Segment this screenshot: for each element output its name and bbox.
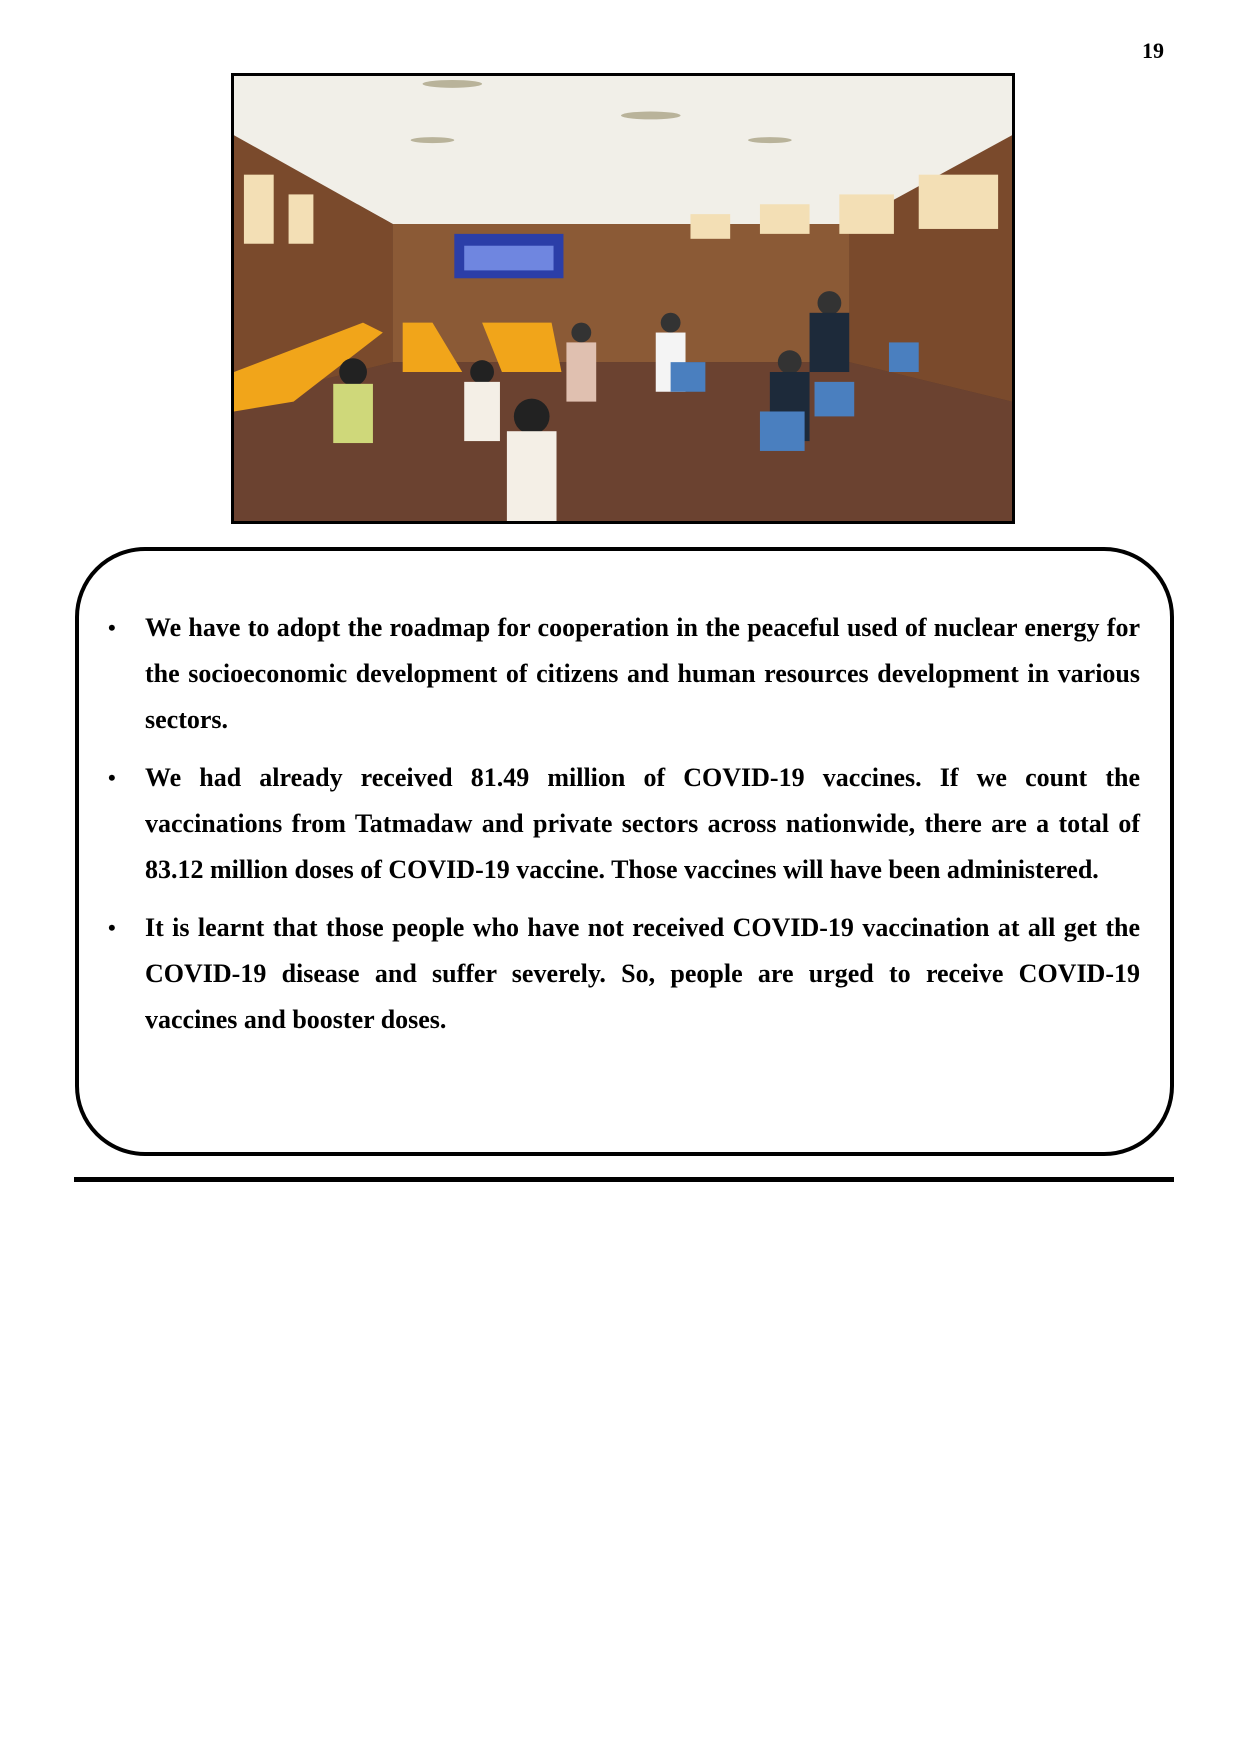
person-body <box>333 384 373 443</box>
page-number: 19 <box>1142 38 1164 63</box>
photo-illustration <box>234 76 1012 521</box>
ceiling-fan <box>411 137 455 143</box>
bullet-dot-icon: • <box>108 915 116 940</box>
ceiling-fan <box>748 137 792 143</box>
person-head <box>514 399 550 435</box>
window <box>289 194 314 243</box>
chair <box>760 411 805 450</box>
window <box>690 214 730 239</box>
person-head <box>470 360 494 384</box>
horizontal-rule <box>74 1177 1174 1182</box>
window <box>839 194 894 233</box>
bullet-list <box>108 605 1140 1055</box>
bullet-item <box>108 755 1140 893</box>
person-body <box>566 342 596 401</box>
ceiling-fan <box>423 80 483 88</box>
person-head <box>339 358 367 386</box>
person-head <box>661 313 681 333</box>
conference-hall-photo <box>231 73 1015 524</box>
person-body <box>507 431 557 521</box>
chair <box>815 382 855 417</box>
ceiling-fan <box>621 112 681 120</box>
bullet-text: We have to adopt the roadmap for cooperation in the peaceful used of nuclear energy for the socioeconomic development of citizens and human resources development in various sectors. <box>145 613 1140 734</box>
bullet-dot-icon: • <box>108 765 116 790</box>
person-head <box>778 350 802 374</box>
person-body <box>464 382 500 441</box>
screen-content <box>464 246 553 271</box>
person-body <box>810 313 850 372</box>
window <box>919 175 998 229</box>
bullet-text: It is learnt that those people who have not received COVID-19 vaccination at all get the COVID-19 disease and suffer severely. So, people are urged to receive COVID-19 vaccines and booster doses. <box>145 913 1140 1034</box>
window <box>760 204 810 234</box>
bullet-item <box>108 605 1140 743</box>
window <box>244 175 274 244</box>
bullet-item <box>108 905 1140 1043</box>
chair <box>671 362 706 392</box>
chair <box>889 342 919 372</box>
person-head <box>818 291 842 315</box>
person-head <box>571 323 591 343</box>
bullet-dot-icon: • <box>108 615 116 640</box>
bullet-text: We had already received 81.49 million of COVID-19 vaccines. If we count the vaccinations from Tatmadaw and private sectors across nationwide, there are a total of 83.12 million doses of COVID-19 vaccine. Those vaccines will have been administered. <box>145 763 1140 884</box>
